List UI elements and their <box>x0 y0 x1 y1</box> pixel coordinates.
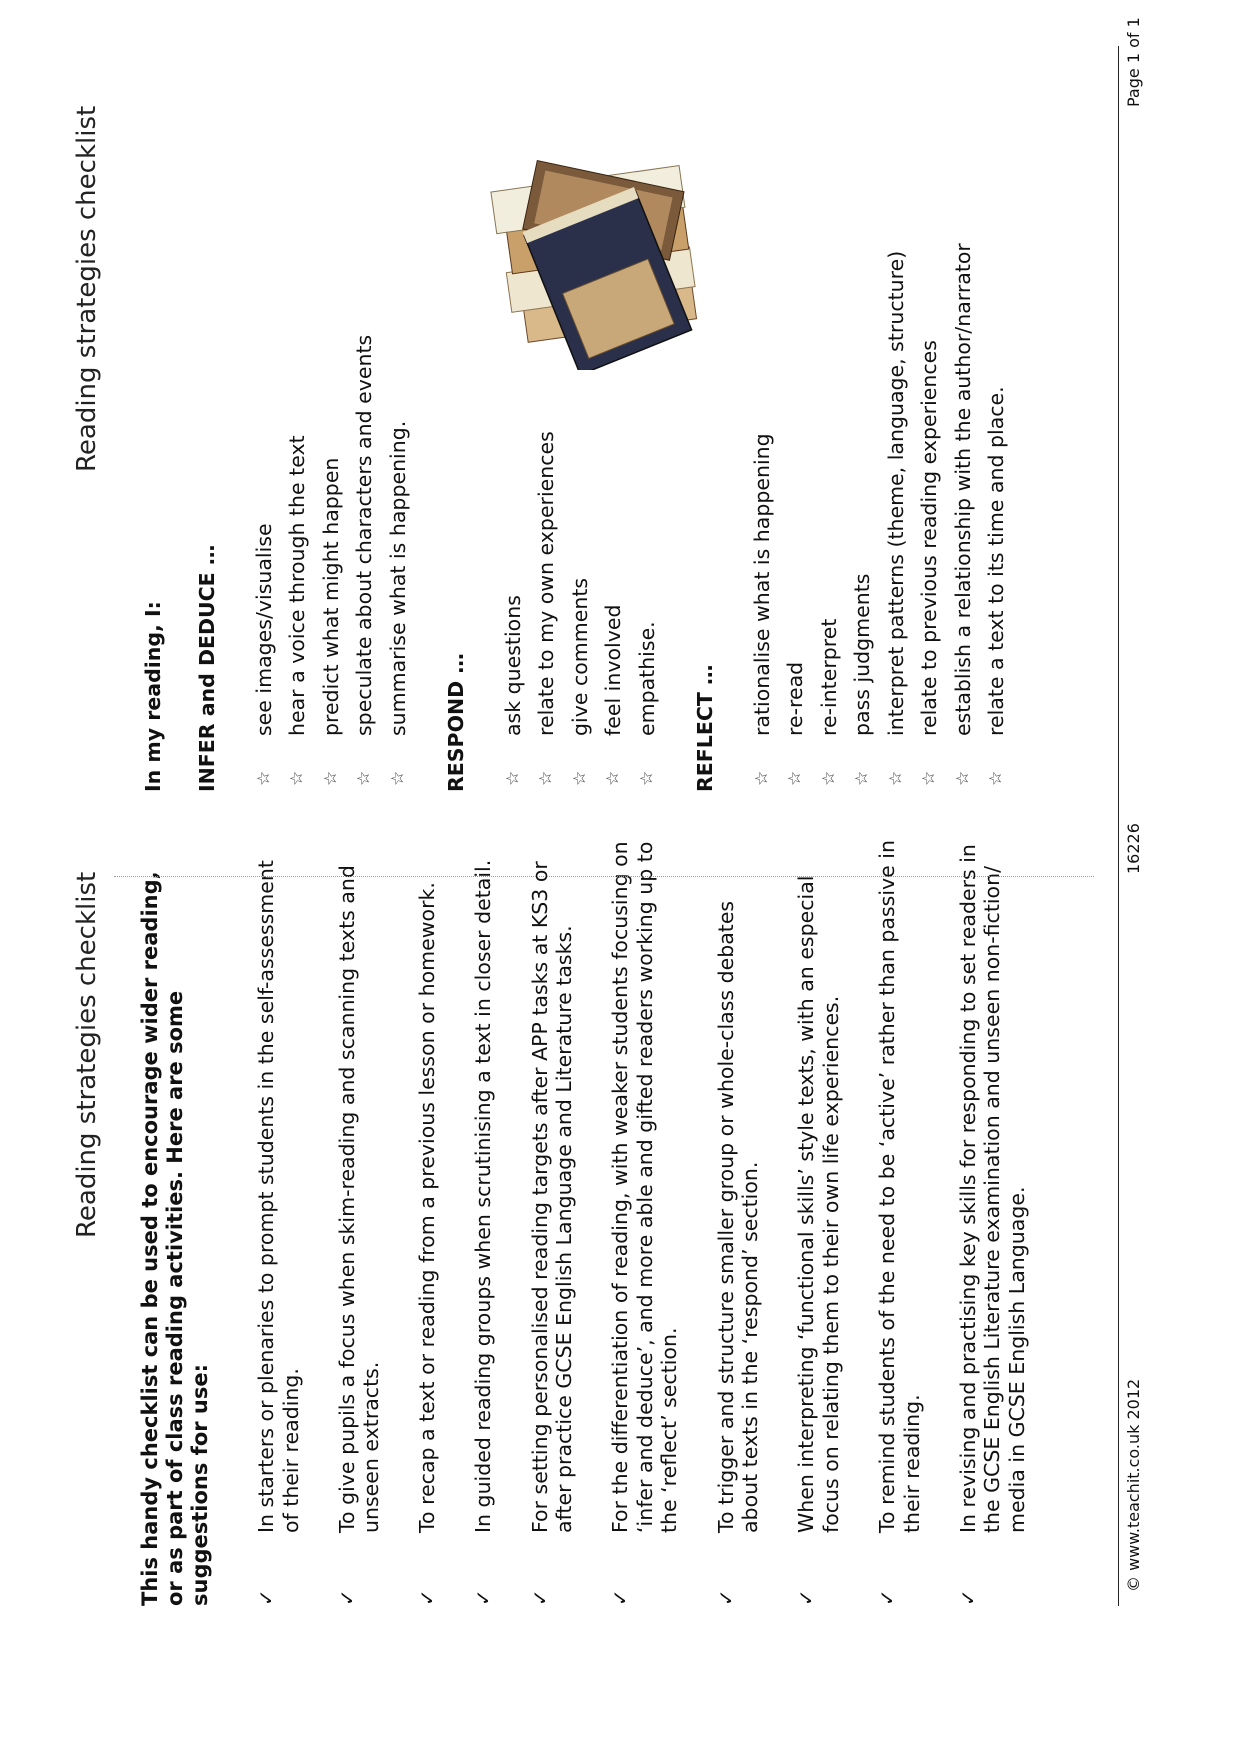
checklist-item-text: re-read <box>783 661 808 736</box>
checklist-item <box>382 52 415 792</box>
suggestion-item <box>415 836 440 1606</box>
suggestion-item <box>714 836 763 1606</box>
checklist-items <box>248 52 415 792</box>
star-icon: ☆ <box>636 770 657 786</box>
tick-icon: ✓ <box>608 1589 633 1606</box>
suggestion-text: In revising and practising key skills for responding to set readers in the GCSE English Literature examination and unseen non-fiction/ media in GCSE English Language. <box>955 844 1029 1533</box>
star-icon: ☆ <box>287 770 308 786</box>
checklist-item-text: interpret patterns (theme, language, structure) <box>883 250 908 736</box>
star-icon: ☆ <box>818 770 839 786</box>
checklist-item-text: relate to my own experiences <box>534 431 559 736</box>
checklist-item-text: establish a relationship with the author/narrator <box>950 243 975 736</box>
star-icon: ☆ <box>785 770 806 786</box>
footer-copyright: © www.teachit.co.uk 2012 <box>1124 1378 1143 1592</box>
checklist-item-text: pass judgments <box>850 573 875 736</box>
suggestion-text: When interpreting ‘functional skills’ style texts, with an especial focus on relating them to their own life experiences. <box>794 875 843 1533</box>
star-icon: ☆ <box>852 770 873 786</box>
dotted-divider <box>114 876 1094 877</box>
star-icon: ☆ <box>985 770 1006 786</box>
suggestion-item <box>528 836 577 1606</box>
tick-icon: ✓ <box>874 1589 899 1606</box>
suggestion-item <box>471 836 496 1606</box>
star-icon: ☆ <box>354 770 375 786</box>
checklist-heading: In my reading, I: <box>141 601 165 792</box>
suggestion-text: To give pupils a focus when skim-reading and scanning texts and unseen extracts. <box>334 865 384 1533</box>
checklist-item-text: feel involved <box>601 604 626 736</box>
star-icon: ☆ <box>752 770 773 786</box>
star-icon: ☆ <box>536 770 557 786</box>
tick-icon: ✓ <box>254 1589 278 1606</box>
footer-rule <box>1118 46 1119 1606</box>
suggestion-text: To trigger and structure smaller group or whole-class debates about texts in the ‘respond’ section. <box>713 900 763 1533</box>
checklist-item-text: see images/visualise <box>252 523 276 736</box>
suggestion-text: In guided reading groups when scrutinising a text in closer detail. <box>471 859 496 1533</box>
suggestion-text: For the differentiation of reading, with weaker students focusing on ‘infer and deduce’, and more able and gifted readers working up to the ‘reflect’ section. <box>608 841 682 1533</box>
suggestions-column <box>138 836 1061 1606</box>
star-icon: ☆ <box>320 770 341 786</box>
tick-icon: ✓ <box>713 1589 738 1606</box>
star-icon: ☆ <box>919 770 940 786</box>
star-icon: ☆ <box>254 770 274 786</box>
star-icon: ☆ <box>885 770 906 786</box>
left-title: Reading strategies checklist <box>72 871 102 1238</box>
checklist-item <box>846 52 879 792</box>
checklist-item <box>913 52 946 792</box>
checklist-item-text: relate to previous reading experiences <box>917 340 942 736</box>
star-icon: ☆ <box>603 770 624 786</box>
checklist-item <box>248 52 281 792</box>
checklist-item <box>315 52 348 792</box>
checklist-item <box>947 52 980 792</box>
section-heading: REFLECT … <box>693 664 718 792</box>
tick-icon: ✓ <box>955 1589 980 1606</box>
checklist-item <box>746 52 779 792</box>
section-heading: INFER and DEDUCE … <box>195 544 219 792</box>
checklist-item-text: ask questions <box>501 595 526 736</box>
suggestion-text: For setting personalised reading targets after APP tasks at KS3 or after practice GCSE English Language and Literature tasks. <box>527 861 577 1533</box>
checklist-item-text: re-interpret <box>816 618 841 736</box>
tick-icon: ✓ <box>794 1589 819 1606</box>
footer-resource-code: 16226 <box>1124 823 1143 874</box>
checklist-item-text: predict what might happen <box>318 457 343 736</box>
star-icon: ☆ <box>387 770 408 786</box>
suggestion-text: To remind students of the need to be ‘active’ rather than passive in their reading. <box>874 840 924 1533</box>
suggestion-item <box>335 836 384 1606</box>
checklist-item-text: rationalise what is happening <box>750 433 775 736</box>
checklist-section <box>692 52 1013 792</box>
star-icon: ☆ <box>952 770 973 786</box>
checklist-item-text: speculate about characters and events <box>352 334 377 736</box>
checklist-item-text: hear a voice through the text <box>285 435 310 736</box>
checklist-item <box>880 52 913 792</box>
tick-icon: ✓ <box>527 1589 552 1606</box>
checklist-item-text: empathise. <box>634 621 659 736</box>
checklist-section <box>194 52 415 792</box>
right-title: Reading strategies checklist <box>72 105 102 472</box>
suggestion-text: To recap a text or reading from a previous lesson or homework. <box>415 882 440 1533</box>
checklist-item-text: give comments <box>567 577 592 736</box>
suggestion-item <box>254 836 303 1606</box>
suggestion-text: In starters or plenaries to prompt students in the self-assessment of their reading. <box>254 860 303 1533</box>
checklist-item <box>281 52 314 792</box>
footer-page-number: Page 1 of 1 <box>1124 17 1143 107</box>
tick-icon: ✓ <box>471 1589 496 1606</box>
tick-icon: ✓ <box>334 1589 359 1606</box>
checklist-item-text: summarise what is happening. <box>385 420 410 736</box>
suggestion-item <box>794 836 843 1606</box>
section-heading: RESPOND … <box>444 653 469 792</box>
suggestion-item <box>608 836 682 1606</box>
star-icon: ☆ <box>503 770 524 786</box>
star-icon: ☆ <box>569 770 590 786</box>
checklist-items <box>746 52 1013 792</box>
checklist-item <box>348 52 381 792</box>
suggestion-item <box>875 836 924 1606</box>
books-image <box>486 135 701 370</box>
suggestion-item <box>956 836 1030 1606</box>
intro-paragraph: This handy checklist can be used to encourage wider reading, or as part of class reading activities. Here are some suggestions for use: <box>138 871 212 1606</box>
checklist-item <box>813 52 846 792</box>
checklist-item <box>779 52 812 792</box>
tick-icon: ✓ <box>415 1589 440 1606</box>
checklist-item <box>980 52 1013 792</box>
suggestions-list <box>254 836 1029 1606</box>
checklist-item-text: relate a text to its time and place. <box>983 386 1008 736</box>
